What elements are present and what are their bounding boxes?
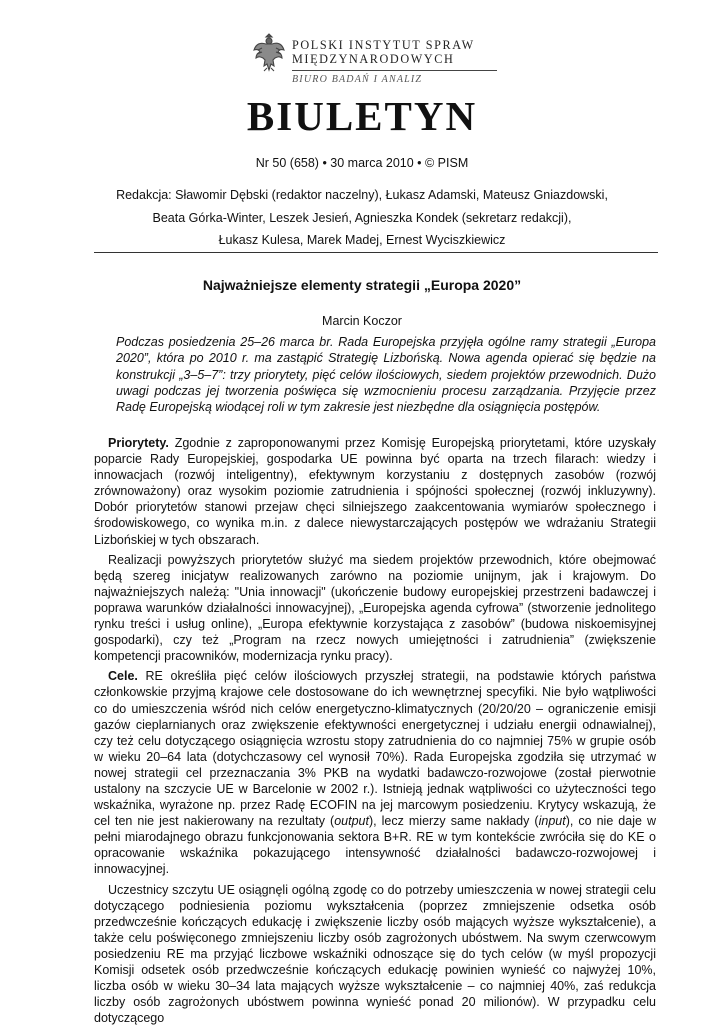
term-input: input — [538, 814, 566, 829]
institute-name-line1: POLSKI INSTYTUT SPRAW — [292, 38, 475, 52]
article-author: Marcin Koczor — [322, 314, 402, 328]
term-output: output — [334, 814, 369, 829]
paragraph-text: Zgodnie z zaproponowanymi przez Komisję Europejską priorytetami, które uzyskały poparcie Rady Europejskiej, gospodarka UE powinna być oparta na trzech filarach: wiedzy i innowacjach (rozwój inteligentny), efektywnym korzystaniu z dostępnych zasobów (rozwój zrównoważony) oraz wysokim poziomie zatrudnienia i spójności społecznej (rozwój inkluzywny). Dobór priorytetów stanowi przejaw chęci silniejszego zaakcentowania wymiarów społecznego i środowiskowego, co wynika m.in. z dalece niewystarczających postępów we wdrażaniu Strategii Lizbońskiej w tych obszarach. — [94, 436, 656, 547]
paragraph-priorities — [94, 435, 656, 548]
editorial-line-1: Redakcja: Sławomir Dębski (redaktor naczelny), Łukasz Adamski, Mateusz Gniazdowski, — [116, 188, 608, 202]
paragraph-text: ), lecz mierzy same nakłady ( — [368, 814, 539, 829]
publication-title: BIULETYN — [246, 93, 478, 139]
article-lead: Podczas posiedzenia 25–26 marca br. Rada Europejska przyjęła ogólne ramy strategii „Europa 2020”, która po 2010 r. ma zastąpić Strategię Lizbońską. Nowa agenda opierać się będzie na konstrukcji „3–5–7”: trzy priorytety, pięć celów ilościowych, siedem projektów przewodnich. Dużo uwagi podczas jej tworzenia poświęca się wzmocnieniu procesu zarządzania. Przyjęcie przez Radę Europejską wiodącej roli w tym zakresie jest niezbędne dla osiągnięcia postępów. — [116, 335, 656, 415]
institute-name-line2: MIĘDZYNARODOWYCH — [292, 52, 455, 66]
paragraph-heading-priorities: Priorytety. — [108, 436, 169, 450]
office-name: BIURO BADAŃ I ANALIZ — [292, 74, 423, 85]
paragraph-text: RE określiła pięć celów ilościowych przyszłej strategii, na podstawie których państwa członkowskie przyjmą krajowe cele dostosowane do ich wewnętrznej specyfiki. Nie było wątpliwości co do umieszczenia wśród nich celów energetyczno-klimatycznych (20/20/20 – ograniczenie emisji gazów cieplarnianych oraz zwiększenie efektywności energetycznej i udziału energii odnawialnej), czy też celu dotyczącego osiągnięcia wzrostu stopy zatrudnienia do co najmniej 75% w grupie osób w wieku 20–64 lata (dotychczasowy cel wynosił 70%). Rada Europejska zgodziła się utrzymać w nowej strategii cel przeznaczania 3% PKB na wydatki badawczo-rozwojowe (został pierwotnie ustalony na szczycie UE w Barcelonie w 2002 r.). Istnieją jednak wątpliwości co użyteczności tego wskaźnika, wyrażone np. przez Radę ECOFIN na jej marcowym posiedzeniu. Krytycy wskazują, że cel ten nie jest nakierowany na rezultaty ( — [94, 669, 656, 829]
masthead-divider — [292, 70, 497, 71]
article-body — [94, 435, 656, 1030]
editorial-line-3: Łukasz Kulesa, Marek Madej, Ernest Wyciszkiewicz — [218, 233, 506, 247]
editorial-line-2: Beata Górka-Winter, Leszek Jesień, Agnieszka Kondek (sekretarz redakcji), — [152, 210, 572, 225]
paragraph-goals — [94, 668, 656, 877]
paragraph-text: ), co nie daje w pełni miarodajnego obrazu funkcjonowania sektora B+R. RE w tym kontekście zwróciła się do KE o opracowanie wskaźnika pokazującego intensywność działalności badawczo-rozwojowej i innowacyjnej. — [94, 814, 656, 877]
editorial-board — [90, 184, 634, 252]
issue-line: Nr 50 (658) • 30 marca 2010 • © PISM — [255, 156, 469, 170]
masthead — [252, 30, 492, 90]
article-title: Najważniejsze elementy strategii „Europa 2020” — [202, 277, 522, 293]
paragraph-flagships: Realizacji powyższych priorytetów służyć ma siedem projektów przewodnich, które obejmować będą szereg inicjatyw realizowanych zarówno na poziomie unijnym, jak i krajowym. Do najważniejszych należą: "Unia innowacji" (ukończenie budowy europejskiej przestrzeni badawczej i poprawa warunków działalności innowacyjnej), „Europejska agenda cyfrowa” (stworzenie jednolitego rynku treści i usług online), „Europa efektywnie korzystająca z zasobów” (budowa niskoemisyjnej gospodarki), czy też „Program na rzecz nowych umiejętności i zatrudnienia” (zwiększenie kompetencji pracowników, modernizacja rynku pracy). — [94, 552, 656, 664]
paragraph-heading-goals: Cele. — [108, 669, 138, 684]
header-divider — [94, 252, 658, 253]
paragraph-education: Uczestnicy szczytu UE osiągnęli ogólną zgodę co do potrzeby umieszczenia w nowej strategii celu dotyczącego podniesienia poziomu wykształcenia (poprzez zmniejszenie odsetka osób przedwcześnie kończących edukację i zwiększenie liczby osób mających wyższe wykształcenie), a także celu poświęconego zmniejszeniu liczby osób zagrożonych ubóstwem. Na swym czerwcowym posiedzeniu RE ma przyjąć liczbowe wskaźniki odnoszące się do tych celów (w myśl propozycji Komisji odsetek osób przedwcześnie kończących edukację powinien wynieść co najwyżej 10%, liczba osób w wieku 30–34 lata mających wyższe wykształcenie – co najmniej 40%, zaś redukcja liczby osób zagrożonych ubóstwem powinna wynieść ponad 20 milionów). W przypadku celu dotyczącego — [94, 882, 656, 1026]
eagle-emblem-icon — [252, 30, 286, 74]
